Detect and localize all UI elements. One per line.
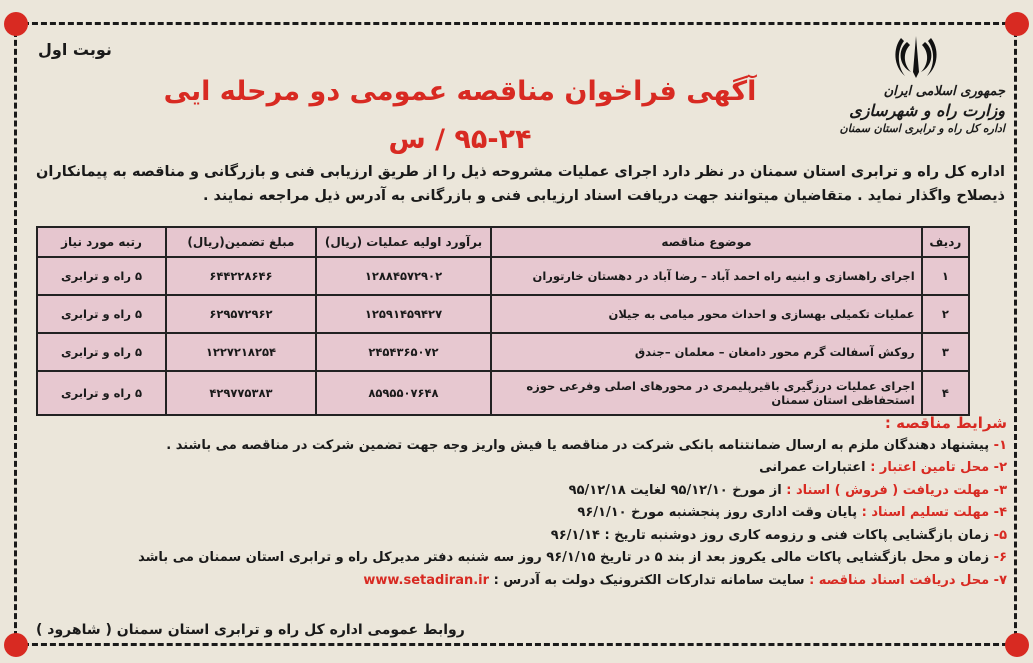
guarantee-amount: ۶۴۴۲۲۸۶۴۶ <box>166 257 316 295</box>
corner-dot-icon <box>1005 633 1029 657</box>
conditions-heading: شرایط مناقصه : <box>884 414 1007 432</box>
condition-item: ۵- زمان بازگشایی پاکات فنی و رزومه کاری روز دوشنبه تاریخ : ۹۶/۱/۱۴ <box>550 527 1007 543</box>
tender-subject: اجرای عملیات درزگیری باقیرپلیمری در محورهای اصلی وفرعی حوزه استحفاظی استان سمنان <box>491 371 921 415</box>
tender-subject: اجرای راهسازی و ابنیه راه احمد آباد – رضا آباد در دهستان خارتوران <box>491 257 921 295</box>
initial-estimate: ۸۵۹۵۵۰۷۶۴۸ <box>316 371 491 415</box>
org-department: اداره کل راه و ترابری استان سمنان <box>839 121 1005 135</box>
table-row <box>37 333 969 371</box>
guarantee-amount: ۴۲۹۷۷۵۳۸۳ <box>166 371 316 415</box>
initial-estimate: ۱۲۸۸۴۵۷۲۹۰۲ <box>316 257 491 295</box>
initial-estimate: ۲۴۵۴۳۶۵۰۷۲ <box>316 333 491 371</box>
setadiran-link[interactable]: www.setadiran.ir <box>363 572 490 588</box>
table-row <box>37 257 969 295</box>
table-row <box>37 295 969 333</box>
public-relations-footer: روابط عمومی اداره کل راه و ترابری استان سمنان ( شاهرود ) <box>36 622 465 638</box>
tender-subject: روکش آسفالت گرم محور دامغان – معلمان –جندق <box>491 333 921 371</box>
initial-estimate: ۱۲۵۹۱۴۵۹۴۲۷ <box>316 295 491 333</box>
row-number: ۴ <box>922 371 969 415</box>
row-number: ۱ <box>922 257 969 295</box>
required-grade: ۵ راه و ترابری <box>37 333 166 371</box>
column-header: مبلغ تضمین(ریال) <box>166 227 316 257</box>
column-header: برآورد اولیه عملیات (ریال) <box>316 227 491 257</box>
corner-dot-icon <box>4 12 28 36</box>
condition-item: ۲- محل تامین اعتبار : اعتبارات عمرانی <box>759 460 1007 475</box>
row-number: ۳ <box>922 333 969 371</box>
table-header-row <box>37 227 969 257</box>
intro-paragraph: اداره کل راه و ترابری استان سمنان در نظر دارد اجرای عملیات مشروحه ذیل را از طریق ارزیابی فنی و بازرگانی و مناقصه به پیمانکاران ذیصلاح واگذار نماید . متقاضیان میتوانند جهت دریافت اسناد ارزیابی فنی و بازرگانی به آدرس ذیل مراجعه نمایند . <box>36 164 1005 204</box>
column-header: ردیف <box>922 227 969 257</box>
required-grade: ۵ راه و ترابری <box>37 371 166 415</box>
condition-item: ۱- پیشنهاد دهندگان ملزم به ارسال ضمانتنامه بانکی شرکت در مناقصه یا فیش واریز وجه جهت تضمین شرکت در مناقصه می باشند . <box>166 437 1007 453</box>
guarantee-amount: ۶۲۹۵۷۲۹۶۲ <box>166 295 316 333</box>
required-grade: ۵ راه و ترابری <box>37 295 166 333</box>
table-row <box>37 371 969 415</box>
condition-item: ۴- مهلت تسلیم اسناد : پایان وقت اداری روز پنجشنبه مورخ ۹۶/۱/۱۰ <box>577 505 1007 520</box>
guarantee-amount: ۱۲۲۷۲۱۸۲۵۴ <box>166 333 316 371</box>
edition-label: نوبت اول <box>38 40 112 59</box>
iran-emblem-icon <box>893 32 939 82</box>
corner-dot-icon <box>4 633 28 657</box>
column-header: موضوع مناقصه <box>491 227 921 257</box>
required-grade: ۵ راه و ترابری <box>37 257 166 295</box>
org-ministry: وزارت راه و شهرسازی <box>849 100 1005 120</box>
notice-title: آگهی فراخوان مناقصه عمومی دو مرحله ایی ۲۴-۹۵ / س <box>163 76 757 155</box>
column-header: رتبه مورد نیاز <box>37 227 166 257</box>
conditions-section <box>36 412 1007 592</box>
condition-item: ۳- مهلت دریافت ( فروش ) اسناد : از مورخ ۹۵/۱۲/۱۰ لغایت ۹۵/۱۲/۱۸ <box>568 482 1007 498</box>
tender-table <box>36 226 970 416</box>
org-country: جمهوری اسلامی ایران <box>883 84 1005 99</box>
tender-subject: عملیات تکمیلی بهسازی و احداث محور میامی به جیلان <box>491 295 921 333</box>
corner-dot-icon <box>1005 12 1029 36</box>
row-number: ۲ <box>922 295 969 333</box>
organization-block <box>840 84 1005 136</box>
condition-item: ۷- محل دریافت اسناد مناقصه : سایت سامانه تدارکات الکترونیک دولت به آدرس : www.setadiran.ir <box>363 572 1007 588</box>
condition-item: ۶- زمان و محل بازگشایی پاکات مالی یکروز بعد از بند ۵ در تاریخ ۹۶/۱/۱۵ روز سه شنبه دفتر مدیرکل راه و ترابری استان سمنان می باشد <box>138 550 1007 565</box>
